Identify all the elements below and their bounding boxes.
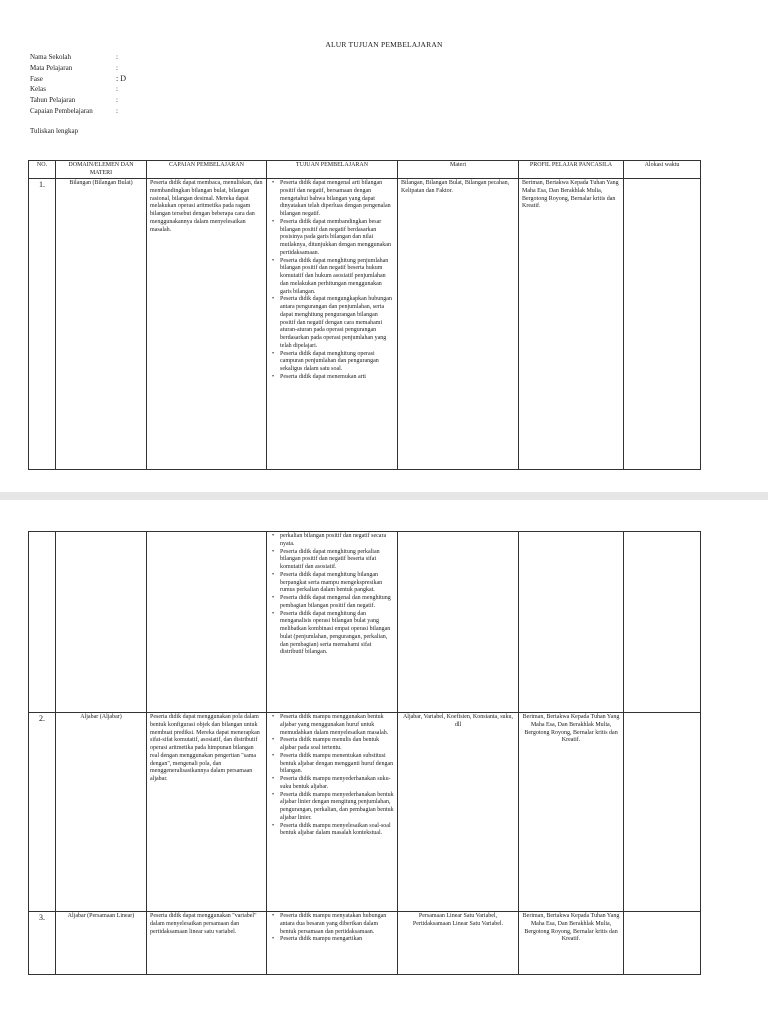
list-item: • Peserta didik dapat menghitung operasi campuran penjumlahan dan pengurangan sekaligus dalam satu soal. bbox=[270, 351, 394, 374]
table-row bbox=[29, 179, 701, 470]
info-label: Tahun Pelajaran bbox=[30, 96, 76, 105]
row-materi: Aljabar, Variabel, Koefisien, Konstanta, suku, dll bbox=[398, 713, 519, 912]
row-tujuan bbox=[267, 912, 398, 975]
row-materi: Bilangan, Bilangan Bulat, Bilangan pecahan, Kelipatan dan Faktor. bbox=[398, 179, 519, 470]
row-domain: Aljabar (Persamaan Linear) bbox=[56, 912, 147, 975]
list-item: • Peserta didik mampu mengartikan bbox=[270, 936, 394, 944]
row-profil: Beriman, Bertakwa Kepada Tuhan Yang Maha Esa, Dan Berakhlak Mulia, Bergotong Royong, Bernalar kritis dan Kreatif. bbox=[519, 179, 624, 470]
info-row-achievement bbox=[30, 106, 126, 117]
row-tujuan bbox=[267, 532, 398, 713]
table-header-row bbox=[29, 161, 701, 179]
list-item: • Peserta didik mampu menggunakan bentuk aljabar yang menggunakan huruf untuk memudahkan dalam menyelesaikan masalah. bbox=[270, 714, 394, 737]
list-item-text: perkalian bilangan positif dan negatif secara nyata. bbox=[280, 533, 387, 547]
row-materi: Persamaan Linear Satu Variabel, Pertidaksamaan Linear Satu Variabel. bbox=[398, 912, 519, 975]
info-block bbox=[30, 52, 126, 117]
tujuan-list bbox=[270, 714, 394, 838]
row-alokasi bbox=[624, 532, 701, 713]
list-item: • Peserta didik dapat menghitung perkalian bilangan positif dan negatif beserta sifat komutatif dan asosiatif. bbox=[270, 549, 394, 572]
row-profil bbox=[519, 532, 624, 713]
info-label: Capaian Pembelajaran bbox=[30, 106, 93, 115]
intro-text: Tuliskan lengkap bbox=[30, 127, 79, 135]
info-separator: : bbox=[116, 106, 118, 115]
list-item: • Peserta didik mampu menentukan substitusi bentuk aljabar dengan mengganti huruf dengan bilangan. bbox=[270, 753, 394, 776]
tujuan-list bbox=[270, 913, 394, 944]
row-number: 3. bbox=[29, 912, 56, 975]
row-capaian bbox=[147, 532, 267, 713]
document-page-2 bbox=[0, 500, 768, 1024]
header-materi: Materi bbox=[398, 161, 519, 179]
list-item: • Peserta didik mampu menyelesaikan soal-soal bentuk aljabar dalam masalah kontekstual. bbox=[270, 823, 394, 839]
row-number: 1. bbox=[29, 179, 56, 470]
row-materi bbox=[398, 532, 519, 713]
list-item: • Peserta didik mampu menyederhanakan suku-suku bentuk aljabar. bbox=[270, 776, 394, 792]
list-item: • Peserta didik dapat menghitung bilangan berpangkat serta mampu mengekspresikan rumus perkalian dalam bentuk pangkat. bbox=[270, 572, 394, 595]
row-domain: Aljabar (Aljabar) bbox=[56, 713, 147, 912]
list-item: • Peserta didik dapat menghitung dan menganalisis operasi bilangan bulat yang melibatkan kombinasi empat operasi bilangan bulat (penjumlahan, pengurangan, perkalian, dan pembagian) serta memahami sifat distributif bilangan. bbox=[270, 611, 394, 658]
list-item: • Peserta didik dapat mengenal dan menghitung pembagian bilangan positif dan negatif. bbox=[270, 595, 394, 611]
info-label: Mata Pelajaran bbox=[30, 63, 73, 72]
info-separator: : bbox=[116, 96, 118, 105]
row-tujuan bbox=[267, 179, 398, 470]
list-item: • Peserta didik dapat mengungkapkan hubungan antara pengurangan dan penjumlahan, serta dapat menghitung pengurangan bilangan positif dan negatif dengan cara memahami aturan-aturan pada operasi pengurangan berdasarkan pada operasi penjumlahan yang telah dipelajari. bbox=[270, 296, 394, 350]
row-profil: Beriman, Bertakwa Kepada Tuhan Yang Maha Esa, Dan Berakhlak Mulia, Bergotong Royong, Bernalar kritis dan Kreatif. bbox=[519, 713, 624, 912]
row-profil: Beriman, Bertakwa Kepada Tuhan Yang Maha Esa, Dan Berakhlak Mulia, Bergotong Royong, Bernalar kritis dan Kreatif. bbox=[519, 912, 624, 975]
header-alokasi: Alokasi waktu bbox=[624, 161, 701, 179]
header-capaian: CAPAIAN PEMBELAJARAN bbox=[147, 161, 267, 179]
row-number bbox=[29, 532, 56, 713]
info-label: Fase bbox=[30, 74, 43, 83]
row-number: 2. bbox=[29, 713, 56, 912]
learning-flow-table bbox=[28, 160, 701, 470]
list-item: • Peserta didik mampu menyatakan hubungan antara dua besaran yang diberikan dalam bentuk persamaan dan pertidaksamaan. bbox=[270, 913, 394, 936]
info-row-school bbox=[30, 52, 126, 63]
document-page-1 bbox=[0, 0, 768, 492]
info-separator: : D bbox=[116, 73, 126, 83]
header-domain: DOMAIN/ELEMEN DAN MATERI bbox=[56, 161, 147, 179]
list-item: • Peserta didik dapat mengenal arti bilangan positif dan negatif, bersamaan dengan mengetahui bahwa bilangan yang dapat dinyatakan telah diperluas dengan pengenalan bilangan negatif. bbox=[270, 180, 394, 219]
info-separator: : bbox=[116, 63, 118, 72]
info-row-class bbox=[30, 84, 126, 95]
table-row bbox=[29, 532, 701, 713]
row-domain bbox=[56, 532, 147, 713]
list-item: • Peserta didik dapat menghitung penjumlahan bilangan positif dan negatif beserta hukum komutatif dan hukum asosiatif penjumlahan dan melakukan perhitungan menggunakan garis bilangan. bbox=[270, 258, 394, 297]
header-no: NO. bbox=[29, 161, 56, 179]
list-item bbox=[270, 533, 394, 549]
header-profil: PROFIL PELAJAR PANCASILA bbox=[519, 161, 624, 179]
list-item: • Peserta didik mampu menulis dan bentuk aljabar pada soal tertentu. bbox=[270, 737, 394, 753]
row-alokasi bbox=[624, 713, 701, 912]
learning-flow-table-continued bbox=[28, 531, 701, 975]
header-tujuan: TUJUAN PEMBELAJARAN bbox=[267, 161, 398, 179]
list-item: • Peserta didik dapat membandingkan besar bilangan positif dan negatif berdasarkan posisinya pada garis bilangan dan nilai mutlaknya, ditunjukkan dengan menggunakan pertidaksamaan. bbox=[270, 219, 394, 258]
table-row bbox=[29, 912, 701, 975]
info-row-phase bbox=[30, 74, 126, 85]
info-label: Kelas bbox=[30, 85, 46, 94]
row-tujuan bbox=[267, 713, 398, 912]
info-separator: : bbox=[116, 85, 118, 94]
info-row-year bbox=[30, 95, 126, 106]
row-capaian: Peserta didik dapat menggunakan pola dalam bentuk konfigurasi objek dan bilangan untuk membuat prediksi. Mereka dapat menerapkan sifat-sifat komutatif, asosiatif, dan distributif operasi aritmetika pada himpunan bilangan real dengan menggunakan pengertian "sama dengan", mengenali pola, dan menggeneralisasikannya dalam persamaan aljabar. bbox=[147, 713, 267, 912]
row-capaian: Peserta didik dapat menggunakan "variabel" dalam menyelesaikan persamaan dan pertidaksamaan linear satu variabel. bbox=[147, 912, 267, 975]
row-alokasi bbox=[624, 179, 701, 470]
list-item: • Peserta didik mampu menyederhanakan bentuk aljabar linier dengan mengitung penjumlahan, pengurangan, perkalian, dan pembagian bentuk aljabar linier. bbox=[270, 792, 394, 823]
row-alokasi bbox=[624, 912, 701, 975]
tujuan-list bbox=[270, 533, 394, 657]
list-item: • Peserta didik dapat menemukan arti bbox=[270, 374, 394, 382]
table-row bbox=[29, 713, 701, 912]
info-row-subject bbox=[30, 63, 126, 74]
tujuan-list bbox=[270, 180, 394, 382]
row-capaian: Peserta didik dapat membaca, menuliskan, dan membandingkan bilangan bulat, bilangan rasional, bilangan desimal. Mereka dapat melakukan operasi aritmetika pada ragam bilangan tersebut dengan beberapa cara dan menggunakannya dalam menyelesaikan masalah. bbox=[147, 179, 267, 470]
info-separator: : bbox=[116, 53, 118, 61]
row-domain: Bilangan (Bilangan Bulat) bbox=[56, 179, 147, 470]
info-label: Nama Sekolah bbox=[30, 53, 72, 61]
document-title: ALUR TUJUAN PEMBELAJARAN bbox=[325, 40, 443, 49]
